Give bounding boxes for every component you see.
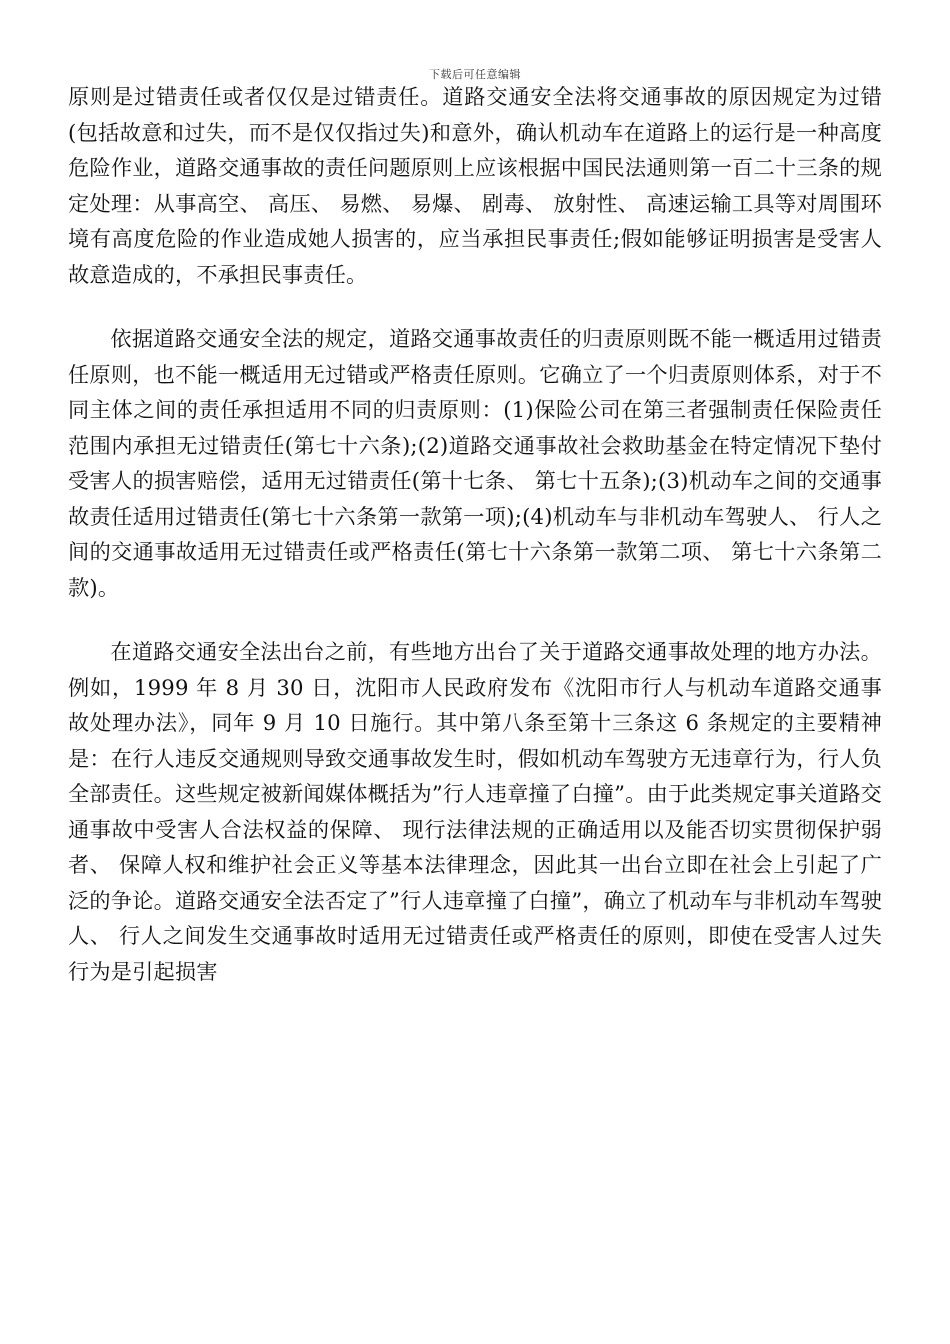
paragraph-liability-principle: 原则是过错责任或者仅仅是过错责任。道路交通安全法将交通事故的原因规定为过错(包括故意和过失，而不是仅仅指过失)和意外，确认机动车在道路上的运行是一种高度危险作业，道路交通事故的责任问题原则上应该根据中国民法通则第一百二十三条的规定处理：从事高空、 高压、 易燃、 易爆、 剧毒、 放射性、 高速运输工具等对周围环境有高度危险的作业造成她人损害的，应当承担民事责任;假如能够证明损害是受害人故意造成的，不承担民事责任。 [68,84,882,287]
paragraph-attribution-system: 依据道路交通安全法的规定，道路交通事故责任的归责原则既不能一概适用过错责任原则，也不能一概适用无过错或严格责任原则。它确立了一个归责原则体系，对于不同主体之间的责任承担适用不同的归责原则：(1)保险公司在第三者强制责任保险责任范围内承担无过错责任(第七十六条);(2)道路交通事故社会救助基金在特定情况下垫付受害人的损害赔偿，适用无过错责任(第十七条、 第七十五条);(3)机动车之间的交通事故责任适用过错责任(第七十六条第一款第一项);(4)机动车与非机动车驾驶人、 行人之间的交通事故适用无过错责任或严格责任(第七十六条第一款第二项、 第七十六条第二款)。 [68,326,882,600]
paragraph-local-regulations: 在道路交通安全法出台之前，有些地方出台了关于道路交通事故处理的地方办法。例如，1999 年 8 月 30 日，沈阳市人民政府发布《沈阳市行人与机动车道路交通事故处理办法》，同年 9 月 10 日施行。其中第八条至第十三条这 6 条规定的主要精神是：在行人违反交通规则导致交通事故发生时，假如机动车驾驶方无违章行为，行人负全部责任。这些规定被新闻媒体概括为”行人违章撞了白撞”。由于此类规定事关道路交通事故中受害人合法权益的保障、 现行法律法规的正确适用以及能否切实贯彻保护弱者、 保障人权和维护社会正义等基本法律理念，因此其一出台立即在社会上引起了广泛的争论。道路交通安全法否定了”行人违章撞了白撞”，确立了机动车与非机动车驾驶人、 行人之间发生交通事故时适用无过错责任或严格责任的原则，即使在受害人过失行为是引起损害 [68,639,882,984]
header-note: 下载后可任意编辑 [429,68,521,81]
document-body [68,79,882,989]
